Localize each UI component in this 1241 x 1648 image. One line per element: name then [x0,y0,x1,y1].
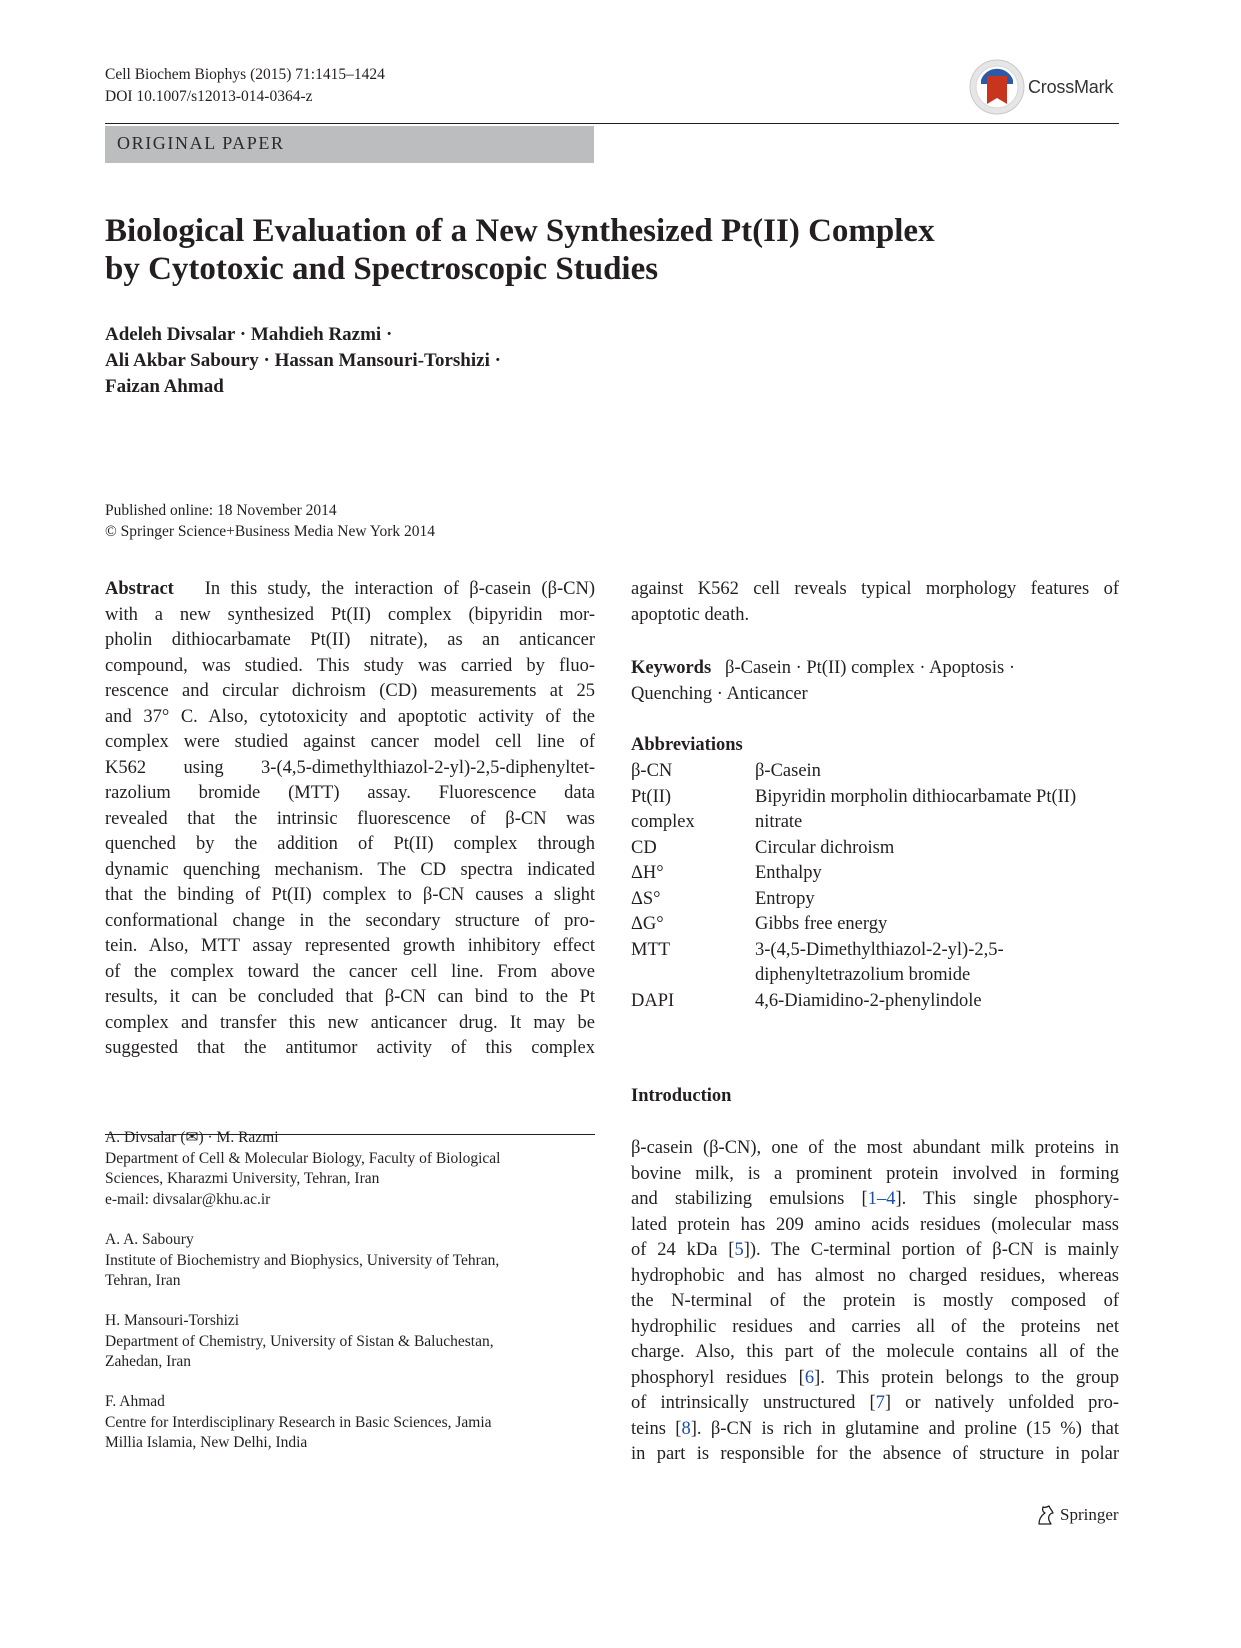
journal-citation [105,64,385,108]
abstract-line: razolium bromide (MTT) assay. Fluorescence data [105,783,595,803]
abstract-block [105,577,595,1062]
affiliation-names: A. Divsalar (✉) · M. Razmi [105,1129,279,1146]
abstract-line: complex were studied against cancer model cell line of [105,732,595,752]
intro-line: β-casein (β-CN), one of the most abundant milk proteins in [631,1138,1119,1158]
abbreviation-row [631,963,1131,989]
title-line-1: Biological Evaluation of a New Synthesized Pt(II) Complex [105,213,935,249]
author-list [105,322,705,400]
doi-line[interactable]: DOI 10.1007/s12013-014-0364-z [105,88,313,105]
intro-text: of intrinsically unstructured [ [631,1393,876,1413]
intro-text: ]). The C-terminal portion of β-CN is mainly [743,1240,1119,1260]
citation-link[interactable]: 7 [875,1393,885,1413]
springer-horse-icon [1036,1504,1056,1526]
intro-line [631,1391,1119,1417]
affiliation-line: Department of Cell & Molecular Biology, Faculty of Biological [105,1149,501,1167]
abbreviation-term: complex [631,812,695,832]
abstract-heading: Abstract [105,579,174,599]
abstract-line: K562 using 3-(4,5-dimethylthiazol-2-yl)-2,5-diphenyltet- [105,757,595,778]
publication-info [105,500,435,542]
abstract-line: with a new synthesized Pt(II) complex (bipyridin mor- [105,604,595,625]
citation-link[interactable]: 8 [681,1418,691,1439]
abstract-line: that the binding of Pt(II) complex to β-CN causes a slight [105,885,595,905]
intro-line: in part is responsible for the absence of structure in polar [631,1444,1119,1464]
header-rule [105,123,1119,124]
intro-line: charge. Also, this part of the molecule contains all of the [631,1342,1119,1362]
authors-line-3: Faizan Ahmad [105,376,224,397]
crossmark-badge[interactable] [968,58,1113,116]
abbreviation-row [631,912,1131,938]
keywords-line [631,656,1119,682]
affiliation-line: Tehran, Iran [105,1272,181,1289]
citation-link[interactable]: 6 [804,1367,815,1388]
abbreviation-row [631,810,1131,836]
abbreviation-definition: Bipyridin morpholin dithiocarbamate Pt(II) [755,786,1077,807]
section-bar [105,126,594,163]
keywords-block [631,656,1119,707]
abbreviation-definition: Circular dichroism [755,837,895,858]
affiliation-block [105,1230,595,1292]
introduction-heading: Introduction [631,1086,732,1106]
abbreviation-row [631,785,1131,811]
abbreviation-term: CD [631,837,657,858]
affiliation-line: Millia Islamia, New Delhi, India [105,1434,308,1451]
intro-text: ]. This single phosphory- [895,1189,1119,1209]
abstract-line [105,577,595,603]
abbreviation-row [631,938,1131,964]
intro-line [631,1187,1119,1213]
abbreviation-definition: β-Casein [755,761,821,781]
abstract-line: results, it can be concluded that β-CN can bind to the Pt [105,987,595,1007]
citation-link[interactable]: 1–4 [867,1189,896,1209]
journal-line: Cell Biochem Biophys (2015) 71:1415–1424 [105,66,385,83]
affiliation-names: A. A. Saboury [105,1231,194,1248]
abbreviation-term: ΔG° [631,914,664,934]
abbreviation-row [631,887,1131,913]
intro-line [631,1366,1119,1392]
abstract-line: compound, was studied. This study was carried by fluo- [105,655,595,676]
affiliation-line: Institute of Biochemistry and Biophysics, University of Tehran, [105,1251,500,1269]
citation-link[interactable]: 5 [734,1240,744,1260]
keywords-line: Quenching · Anticancer [631,683,808,704]
crossmark-label: CrossMark [1028,76,1114,97]
abbreviation-definition: Gibbs free energy [755,914,888,934]
affiliation-block [105,1392,595,1454]
intro-text: and stabilizing emulsions [ [631,1189,868,1209]
abstract-continuation [631,577,1119,628]
abstract-line: apoptotic death. [631,604,750,625]
abstract-line: dynamic quenching mechanism. The CD spectra indicated [105,859,595,880]
crossmark-icon [968,58,1026,116]
abbreviation-definition: Entropy [755,888,815,909]
affiliation-block [105,1311,595,1373]
affiliation-names: H. Mansouri-Torshizi [105,1312,240,1329]
intro-line: lated protein has 209 amino acids residues (molecular mass [631,1214,1119,1235]
authors-line-2: Ali Akbar Saboury · Hassan Mansouri-Torshizi · [105,350,501,371]
abbreviation-row [631,759,1131,785]
abbreviation-row [631,989,1131,1015]
published-online: Published online: 18 November 2014 [105,502,337,519]
affiliation-names: F. Ahmad [105,1393,165,1410]
abstract-line: quenched by the addition of Pt(II) complex through [105,834,595,854]
title-line-2: by Cytotoxic and Spectroscopic Studies [105,251,659,287]
intro-text: teins [ [631,1418,682,1439]
abstract-line: rescence and circular dichroism (CD) measurements at 25 [105,681,595,701]
paper-title [105,212,1005,288]
authors-line-1: Adeleh Divsalar · Mahdieh Razmi · [105,324,393,345]
abstract-line: conformational change in the secondary structure of pro- [105,910,595,931]
abstract-line: suggested that the antitumor activity of this complex [105,1038,595,1058]
intro-text: ]. This protein belongs to the group [814,1367,1119,1388]
affiliation-line: Department of Chemistry, University of Sistan & Baluchestan, [105,1332,494,1350]
abbreviations-body [631,759,1131,1014]
affiliation-line: Sciences, Kharazmi University, Tehran, Iran [105,1170,380,1187]
intro-text: ]. β-CN is rich in glutamine and proline (15 %) that [690,1418,1119,1439]
abstract-line: tein. Also, MTT assay represented growth inhibitory effect [105,936,595,956]
abbreviation-row [631,861,1131,887]
section-label: ORIGINAL PAPER [117,133,285,153]
abbreviation-definition: diphenyltetrazolium bromide [755,965,971,985]
abbreviation-definition: 4,6-Diamidino-2-phenylindole [755,990,982,1011]
abstract-line-text: In this study, the interaction of β-casein (β-CN) [204,579,595,599]
intro-line: hydrophobic and has almost no charged residues, whereas [631,1265,1119,1286]
abstract-line: pholin dithiocarbamate Pt(II) nitrate), as an anticancer [105,630,595,650]
abbreviation-term [631,963,755,989]
abbreviation-row [631,836,1131,862]
abbreviation-term: ΔS° [631,888,661,909]
intro-text: ] or natively unfolded pro- [884,1393,1119,1413]
intro-text: of 24 kDa [ [631,1240,735,1260]
keywords-text: β-Casein · Pt(II) complex · Apoptosis · [725,658,1015,678]
abstract-line: complex and transfer this new anticancer drug. It may be [105,1012,595,1033]
abbreviation-definition: 3-(4,5-Dimethylthiazol-2-yl)-2,5- [755,939,1004,960]
abbreviation-term: Pt(II) [631,786,672,807]
abstract-line: revealed that the intrinsic fluorescence of β-CN was [105,808,595,829]
intro-line [631,1417,1119,1443]
keywords-heading: Keywords [631,658,712,678]
affiliation-line: Centre for Interdisciplinary Research in Basic Sciences, Jamia [105,1413,492,1431]
intro-line [631,1238,1119,1264]
abstract-line: and 37° C. Also, cytotoxicity and apoptotic activity of the [105,706,595,727]
intro-line: hydrophilic residues and carries all of the proteins net [631,1316,1119,1337]
introduction-text [631,1136,1119,1468]
affiliation-block [105,1128,595,1210]
intro-line: the N-terminal of the protein is mostly composed of [631,1291,1119,1311]
springer-label: Springer [1060,1505,1119,1524]
abbreviation-term: MTT [631,939,671,960]
abbreviations-table [631,759,1131,1014]
abbreviation-term: ΔH° [631,863,664,883]
springer-logo [1036,1504,1119,1526]
intro-line: bovine milk, is a prominent protein involved in forming [631,1163,1119,1184]
abbreviation-term: DAPI [631,990,675,1011]
abbreviation-definition: Enthalpy [755,863,822,883]
abbreviations-heading: Abbreviations [631,735,743,755]
abstract-line: of the complex toward the cancer cell line. From above [105,961,595,982]
affiliation-email[interactable]: e-mail: divsalar@khu.ac.ir [105,1190,271,1208]
abstract-line: against K562 cell reveals typical morphology features of [631,579,1119,599]
intro-text: phosphoryl residues [ [631,1367,805,1388]
abbreviation-term: β-CN [631,761,673,781]
copyright-line: © Springer Science+Business Media New York 2014 [105,523,436,540]
abbreviation-definition: nitrate [755,812,803,832]
affiliation-line: Zahedan, Iran [105,1353,192,1370]
